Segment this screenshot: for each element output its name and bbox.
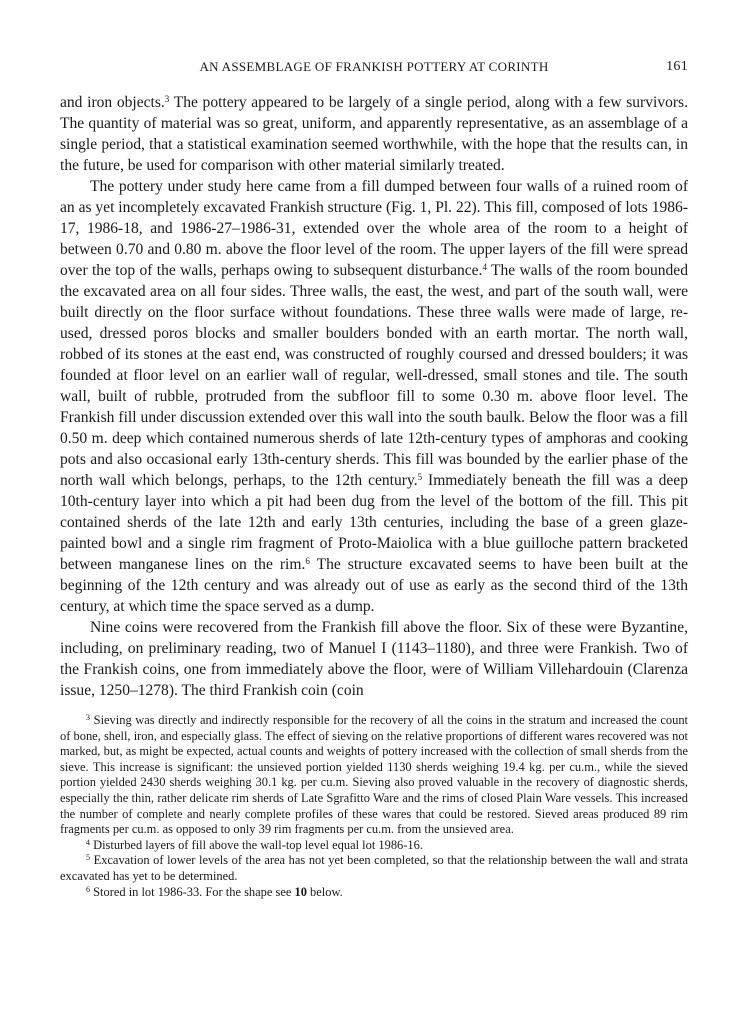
page xyxy=(60,56,688,900)
footnote-text: Stored in lot 1986-33. For the shape see xyxy=(90,884,295,899)
footnote-text: Sieving was directly and indirectly responsible for the recovery of all the coins in the stratum and increased the count of bone, shell, iron, and especially glass. The effect of sieving on the relative proportions of different wares recovered was not marked, but, as might be expected, actual counts and weights of pottery increased with the collection of small sherds from the sieve. This increase is significant: the unsieved portion yielded 1130 sherds weighing 19.4 kg. per cu.m., while the sieved portion yielded 2430 sherds weighing 30.1 kg. per cu.m. Sieving also proved valuable in the recovery of diagnostic sherds, especially the thin, rather delicate rim sherds of Late Sgrafitto Ware and the rims of closed Plain Ware vessels. This increased the number of complete and nearly complete profiles of these wares that could be restored. Sieved areas produced 89 rim fragments per cu.m. as opposed to only 39 rim fragments per cu.m. from the unsieved area. xyxy=(60,713,688,837)
text-run: and iron objects. xyxy=(60,94,165,111)
footnote-number: 4 xyxy=(86,837,90,847)
footnote-text: Disturbed layers of fill above the wall-top level equal lot 1986-16. xyxy=(90,837,423,852)
footnote-3 xyxy=(60,713,688,838)
text-run: The structure excavated seems to have been built at the beginning of the 12th century and was already out of use as early as the second third of the 13th century, at which time the space served as a dump. xyxy=(60,556,688,615)
paragraph-2 xyxy=(60,176,688,617)
text-run: The pottery appeared to be largely of a single period, along with a few survivors. The quantity of material was so great, uniform, and apparently representative, as an assemblage of a single period, that a statistical examination seemed worthwhile, with the hope that the results can, in the future, be used for comparison with other material similarly treated. xyxy=(60,94,688,174)
footnote-4 xyxy=(60,838,688,854)
paragraph-3: Nine coins were recovered from the Frankish fill above the floor. Six of these were Byzantine, including, on preliminary reading, two of Manuel I (1143–1180), and three were Frankish. Two of the Frankish coins, one from immediately above the floor, were of William Villehardouin (Clarenza issue, 1250–1278). The third Frankish coin (coin xyxy=(60,619,688,699)
footnote-number: 5 xyxy=(86,853,90,863)
footnote-text: below. xyxy=(306,884,343,899)
footnote-ref-6[interactable]: 6 xyxy=(305,556,310,566)
footnote-ref-5[interactable]: 5 xyxy=(417,472,423,482)
footnote-6 xyxy=(60,885,688,901)
footnote-number: 6 xyxy=(86,884,90,894)
footnote-number: 3 xyxy=(86,713,90,722)
body-text xyxy=(60,92,688,701)
page-header xyxy=(60,56,688,78)
page-number: 161 xyxy=(666,59,688,74)
footnotes xyxy=(60,713,688,900)
catalogue-ref[interactable]: 10 xyxy=(294,884,307,899)
text-run: The walls of the room bounded the excavated area on all four sides. Three walls, the east, the west, and part of the south wall, were built directly on the floor surface without foundations. These three walls were made of large, re-used, dressed poros blocks and smaller boulders bonded with an earth mortar. The north wall, robbed of its stones at the east end, was constructed of roughly coursed and dressed boulders; it was founded at floor level on an earlier wall of regular, well-dressed, small stones and tile. The south wall, built of rubble, protruded from the subfloor fill to some 0.30 m. above floor level. The Frankish fill under discussion extended over this wall into the south baulk. Below the floor was a fill 0.50 m. deep which contained numerous sherds of late 12th-century types of amphoras and cooking pots and also occasional early 13th-century sherds. This fill was bounded by the earlier phase of the north wall which belongs, perhaps, to the 12th century. xyxy=(60,262,688,489)
footnote-ref-4[interactable]: 4 xyxy=(482,262,487,272)
footnote-ref-3[interactable]: 3 xyxy=(164,94,170,104)
footnote-text: Excavation of lower levels of the area has not yet been completed, so that the relationship between the wall and strata excavated has yet to be determined. xyxy=(60,853,688,883)
running-head: AN ASSEMBLAGE OF FRANKISH POTTERY AT CORINTH xyxy=(199,59,549,74)
paragraph-1 xyxy=(60,92,688,176)
text-run: The pottery under study here came from a fill dumped between four walls of a ruined room of an as yet incompletely excavated Frankish structure (Fig. 1, Pl. 22). This fill, composed of lots 1986-17, 1986-18, and 1986-27–1986-31, extended over the whole area of the room to a height of between 0.70 and 0.80 m. above the floor level of the room. The upper layers of the fill were spread over the top of the walls, perhaps owing to subsequent disturbance. xyxy=(60,178,688,279)
footnote-5 xyxy=(60,853,688,884)
text-run: Immediately beneath the fill was a deep 10th-century layer into which a pit had been dug from the level of the bottom of the fill. This pit contained sherds of the late 12th and early 13th centuries, including the base of a green glaze-painted bowl and a single rim fragment of Proto-Maiolica with a blue guilloche pattern bracketed between manganese lines on the rim. xyxy=(60,472,688,573)
